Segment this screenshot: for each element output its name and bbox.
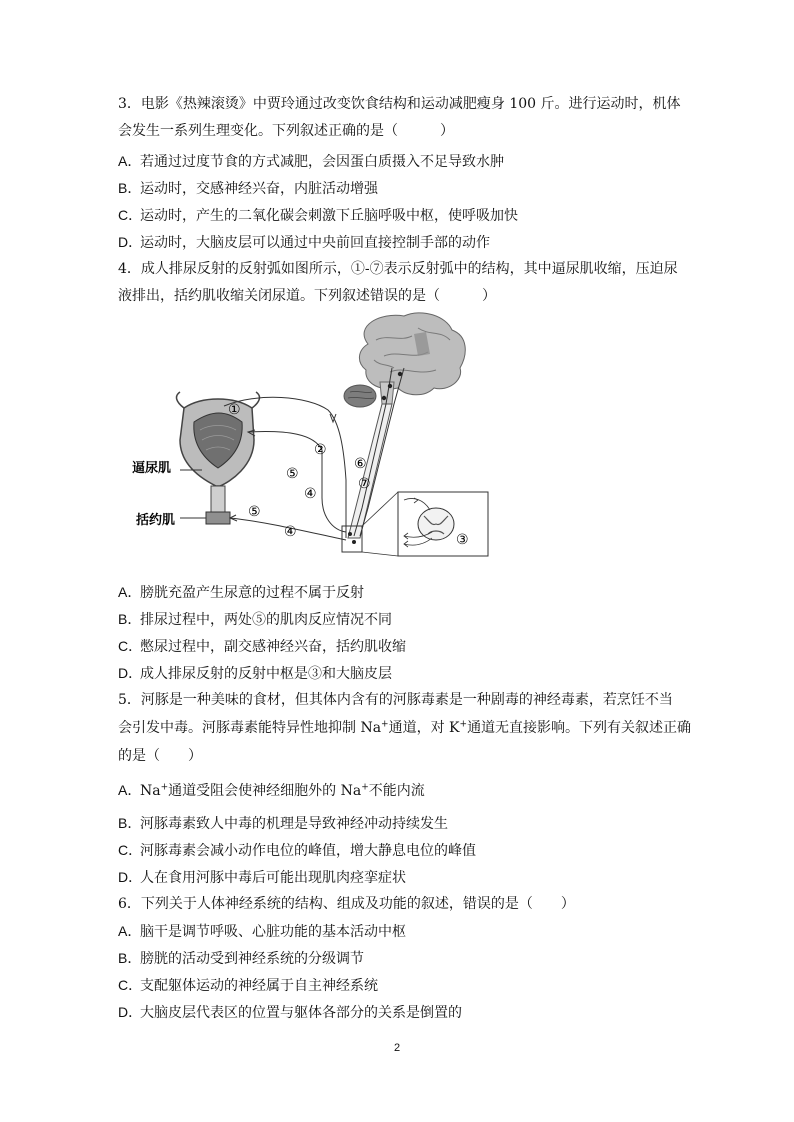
label-structure-4-upper: ④ [304, 486, 317, 502]
option-text: 成人排尿反射的反射中枢是③和大脑皮层 [140, 666, 392, 682]
option-text: 河豚毒素会减小动作电位的峰值，增大静息电位的峰值 [140, 843, 476, 859]
option-text: 憋尿过程中，副交感神经兴奋，括约肌收缩 [140, 639, 406, 655]
option-text: 支配躯体运动的神经属于自主神经系统 [140, 978, 378, 994]
label-sphincter: 括约肌 [136, 513, 176, 528]
option-text: 河豚毒素致人中毒的机理是导致神经冲动持续发生 [140, 816, 448, 832]
label-structure-1: ① [228, 402, 241, 418]
option-label: A． [118, 584, 142, 600]
zoom-line [362, 552, 398, 556]
text-span: Na [140, 783, 161, 799]
label-structure-4-lower: ④ [284, 524, 297, 540]
q4-option-c [118, 636, 406, 657]
q3-option-c [118, 205, 518, 226]
q3-option-a [118, 151, 504, 172]
superscript: + [361, 782, 369, 793]
q6-option-d [118, 1002, 462, 1023]
option-text: 人在食用河豚中毒后可能出现肌肉痉挛症状 [140, 870, 406, 886]
brain-illustration [344, 313, 465, 407]
q6-option-a [118, 921, 406, 942]
label-structure-2: ② [314, 442, 327, 458]
option-label: A． [118, 923, 142, 939]
option-label: C． [118, 977, 143, 993]
text-span: 通道无直接影响。下列有关叙述正确 [467, 720, 692, 736]
option-label: C． [118, 638, 143, 654]
option-label: C． [118, 207, 143, 223]
q6-option-c [118, 975, 378, 996]
q3-option-b [118, 178, 378, 199]
efferent-pathway-detrusor [248, 432, 322, 480]
label-structure-5-lower: ⑤ [248, 504, 261, 520]
option-label: A． [118, 153, 142, 169]
option-label: D． [118, 665, 143, 681]
superscript: + [459, 719, 468, 730]
q5-stem-line3: 的是（ ） [118, 748, 202, 764]
page-number: 2 [393, 1042, 401, 1054]
label-detrusor: 逼尿肌 [132, 461, 172, 476]
option-text: 膀胱的活动受到神经系统的分级调节 [140, 951, 364, 967]
q5-option-b [118, 813, 448, 834]
option-label: B． [118, 815, 142, 831]
q5-option-c [118, 840, 476, 861]
text-span: 不能内流 [368, 783, 425, 799]
q3-option-d [118, 232, 490, 253]
neuron-body [352, 540, 356, 544]
q5-option-a [118, 780, 425, 801]
q3-stem-line2: 会发生一系列生理变化。下列叙述正确的是（ ） [118, 123, 454, 139]
option-text: 若通过过度节食的方式减肥，会因蛋白质摄入不足导致水肿 [140, 154, 504, 170]
option-text: 运动时，交感神经兴奋，内脏活动增强 [140, 181, 378, 197]
option-label: D． [118, 1004, 143, 1020]
q4-stem-line1: 4．成人排尿反射的反射弧如图所示，①-⑦表示反射弧中的结构，其中逼尿肌收缩，压迫尿 [118, 261, 678, 277]
neuron-body [348, 532, 352, 536]
reflex-arc-figure [118, 310, 498, 558]
neuron-body [382, 396, 386, 400]
q5-stem-line1: 5．河豚是一种美味的食材，但其体内含有的河豚毒素是一种剧毒的神经毒素，若烹饪不当 [118, 692, 673, 708]
label-structure-6: ⑥ [354, 456, 367, 472]
superscript: + [381, 719, 389, 730]
q5-stem-line2 [118, 718, 691, 738]
option-label: A． [118, 782, 142, 798]
pathway-segment [322, 480, 346, 532]
option-label: D． [118, 869, 143, 885]
option-text: 大脑皮层代表区的位置与躯体各部分的关系是倒置的 [140, 1005, 462, 1021]
q6-stem: 6．下列关于人体神经系统的结构、组成及功能的叙述，错误的是（ ） [118, 896, 575, 912]
label-structure-3: ③ [456, 532, 469, 548]
text-span: 会引发中毒。河豚毒素能特异性地抑制 Na [118, 720, 382, 736]
neuron-body [398, 372, 402, 376]
q4-stem-line2: 液排出，括约肌收缩关闭尿道。下列叙述错误的是（ ） [118, 288, 496, 304]
option-text: 膀胱充盈产生尿意的过程不属于反射 [140, 585, 364, 601]
text-span: 通道，对 K [388, 720, 460, 736]
neuron-body [388, 384, 392, 388]
option-label: B． [118, 611, 142, 627]
option-label: B． [118, 950, 142, 966]
option-text: 运动时，产生的二氧化碳会刺激下丘脑呼吸中枢，使呼吸加快 [140, 208, 518, 224]
option-label: B． [118, 180, 142, 196]
label-structure-5-upper: ⑤ [286, 466, 299, 482]
q6-option-b [118, 948, 364, 969]
option-text: 运动时，大脑皮层可以通过中央前回直接控制手部的动作 [140, 235, 490, 251]
q4-option-a [118, 582, 364, 603]
option-label: D． [118, 234, 143, 250]
option-text: 脑干是调节呼吸、心脏功能的基本活动中枢 [140, 924, 406, 940]
q4-option-d [118, 663, 392, 684]
q5-option-d [118, 867, 406, 888]
q4-option-b [118, 609, 392, 630]
option-label: C． [118, 842, 143, 858]
superscript: + [160, 782, 169, 793]
label-structure-7: ⑦ [358, 476, 371, 492]
q3-stem-line1: 3．电影《热辣滚烫》中贾玲通过改变饮食结构和运动减肥瘦身 100 斤。进行运动时，机体 [118, 96, 681, 112]
text-span: 通道受阻会使神经细胞外的 Na [168, 783, 362, 799]
option-text: 排尿过程中，两处⑤的肌肉反应情况不同 [140, 612, 392, 628]
